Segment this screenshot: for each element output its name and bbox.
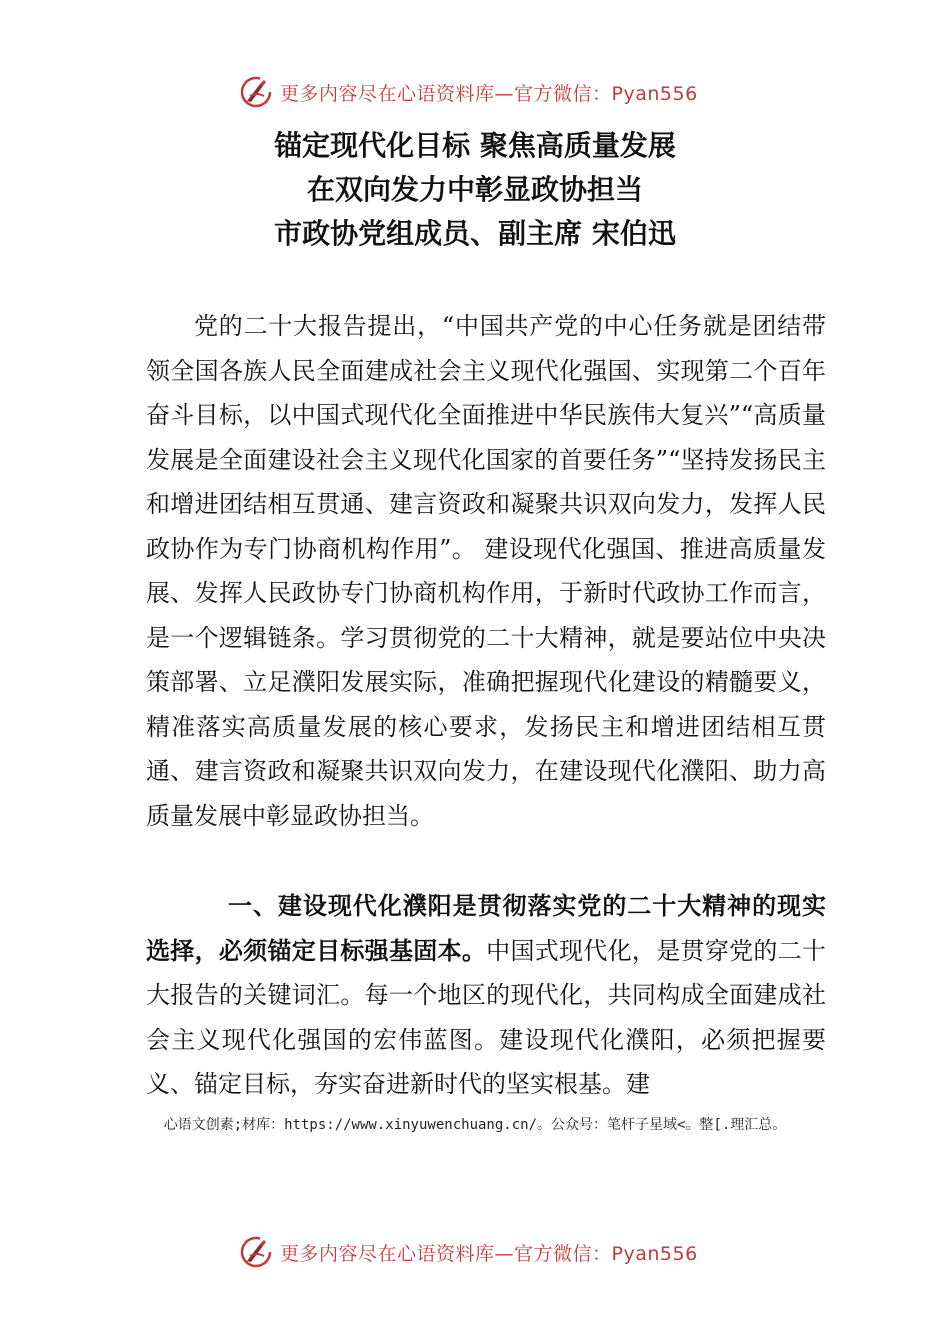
top-banner bbox=[238, 72, 698, 112]
footer-source-note: 心语文创素;材库：https://www.xinyuwenchuang.cn/。公众号：笔杆子星域<。整[.理汇总。 bbox=[163, 1117, 787, 1133]
title-line-3: 市政协党组成员、副主席 宋伯迅 bbox=[274, 217, 676, 250]
title-line-1: 锚定现代化目标 聚焦高质量发展 bbox=[274, 129, 676, 162]
brush-seal-logo-icon bbox=[238, 1234, 274, 1270]
brush-seal-logo-icon bbox=[238, 74, 274, 110]
section-1-heading: 一、建设现代化濮阳是贯彻落实党的二十大精神的现实选择，必须锚定目标强基固本。 bbox=[146, 892, 826, 965]
section-1-paragraph bbox=[146, 884, 826, 1107]
banner-text: 更多内容尽在心语资料库—官方微信：Pyan556 bbox=[280, 1242, 698, 1265]
paragraph-1: 党的二十大报告提出，“中国共产党的中心任务就是团结带领全国各族人民全面建成社会主义现代化强国、实现第二个百年奋斗目标，以中国式现代化全面推进中华民族伟大复兴”“高质量发展是全面建设社会主义现代化国家的首要任务”“坚持发扬民主和增进团结相互贯通、建言资政和凝聚共识双向发力，发挥人民政协作为专门协商机构作用”。 建设现代化强国、推进高质量发展、发挥人民政协专门协商机构作用，于新时代政协工作而言，是一个逻辑链条。学习贯彻党的二十大精神，就是要站位中央决策部署、立足濮阳发展实际，准确把握现代化建设的精髓要义，精准落实高质量发展的核心要求，发扬民主和增进团结相互贯通、建言资政和凝聚共识双向发力，在建设现代化濮阳、助力高质量发展中彰显政协担当。 bbox=[146, 312, 826, 830]
title-line-2: 在双向发力中彰显政协担当 bbox=[306, 173, 643, 206]
bottom-banner bbox=[238, 1232, 698, 1272]
section-1-body: 中国式现代化，是贯穿党的二十大报告的关键词汇。每一个地区的现代化，共同构成全面建成社会主义现代化强国的宏伟蓝图。建设现代化濮阳，必须把握要义、锚定目标，夯实奋进新时代的坚实根基。建 bbox=[146, 936, 827, 1098]
banner-text: 更多内容尽在心语资料库—官方微信：Pyan556 bbox=[280, 82, 698, 105]
